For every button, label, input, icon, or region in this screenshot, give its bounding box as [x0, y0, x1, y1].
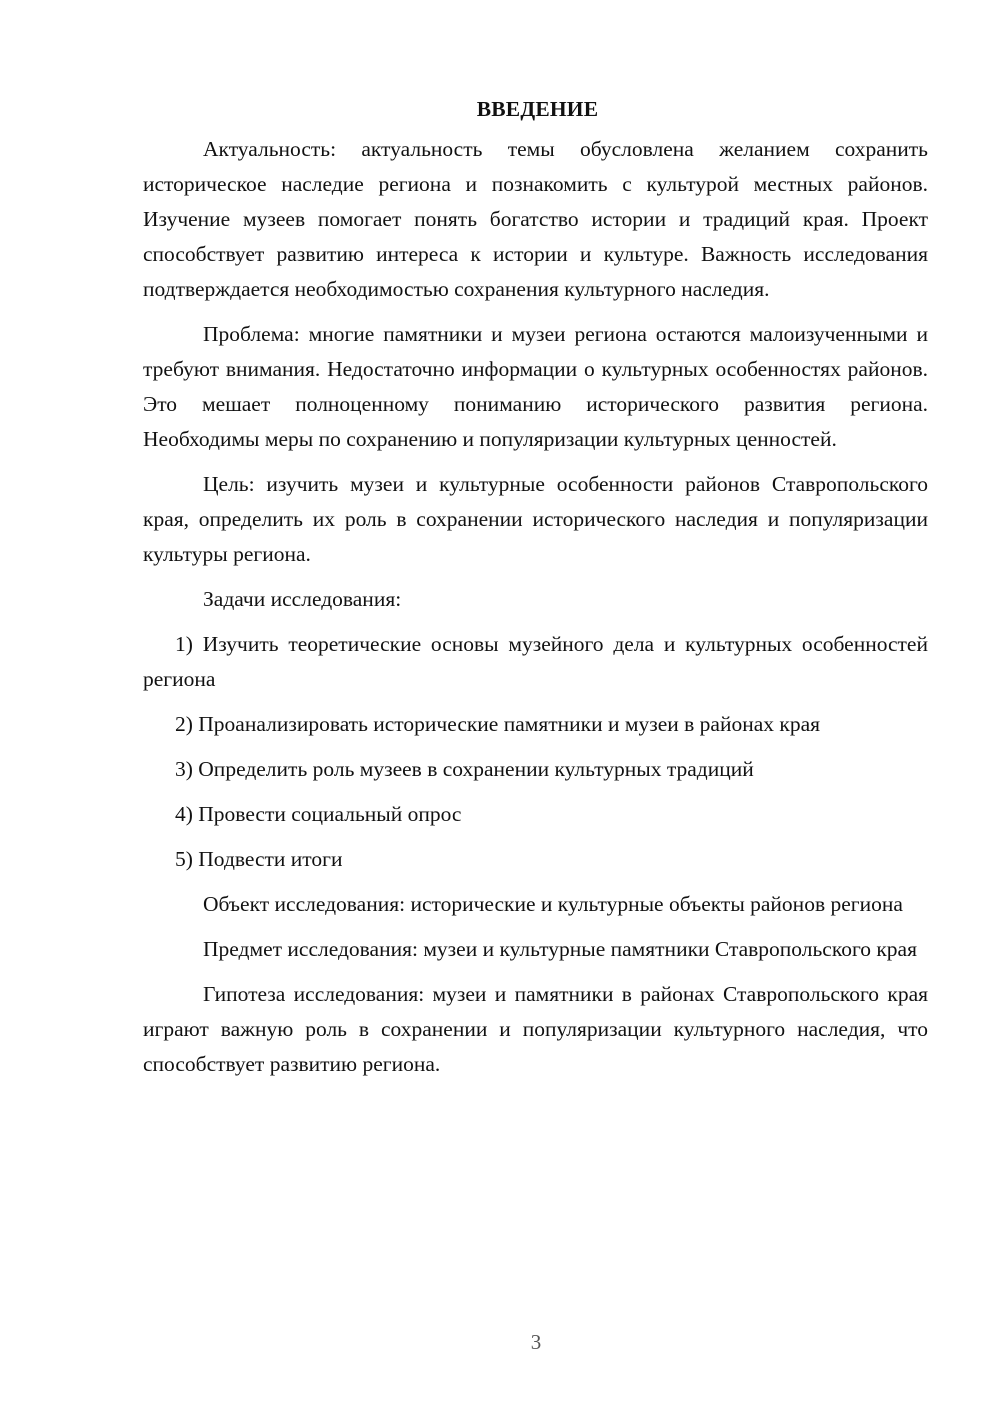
paragraph-object: Объект исследования: исторические и культурные объекты районов региона: [203, 892, 903, 916]
section-title: ВВЕДЕНИЕ: [476, 97, 599, 121]
task-item-1: 1) Изучить теоретические основы музейного дела и культурных особенностей региона: [143, 632, 928, 691]
paragraph-hypothesis: Гипотеза исследования: музеи и памятники в районах Ставропольского края играют важную роль в сохранении и популяризации культурного наследия, что способствует развитию региона.: [143, 982, 928, 1076]
task-item-2: 2) Проанализировать исторические памятники и музеи в районах края: [175, 712, 821, 736]
page-number: 3: [530, 1330, 542, 1354]
task-item-5: 5) Подвести итоги: [175, 847, 343, 871]
paragraph-goal: Цель: изучить музеи и культурные особенности районов Ставропольского края, определить их роль в сохранении исторического наследия и популяризации культуры региона.: [143, 472, 928, 566]
task-item-3: 3) Определить роль музеев в сохранении культурных традиций: [175, 757, 754, 781]
page-content: [143, 92, 928, 1092]
tasks-heading: Задачи исследования:: [203, 587, 402, 611]
paragraph-subject: Предмет исследования: музеи и культурные памятники Ставропольского края: [203, 937, 917, 961]
paragraph-problem: Проблема: многие памятники и музеи региона остаются малоизученными и требуют внимания. Недостаточно информации о культурных особенностях районов. Это мешает полноценному пониманию исторического развития региона. Необходимы меры по сохранению и популяризации культурных ценностей.: [143, 322, 928, 451]
paragraph-relevance: Актуальность: актуальность темы обусловлена желанием сохранить историческое наследие региона и познакомить с культурой местных районов. Изучение музеев помогает понять богатство истории и традиций края. Проект способствует развитию интереса к истории и культуре. Важность исследования подтверждается необходимостью сохранения культурного наследия.: [143, 137, 928, 301]
task-item-4: 4) Провести социальный опрос: [175, 802, 462, 826]
